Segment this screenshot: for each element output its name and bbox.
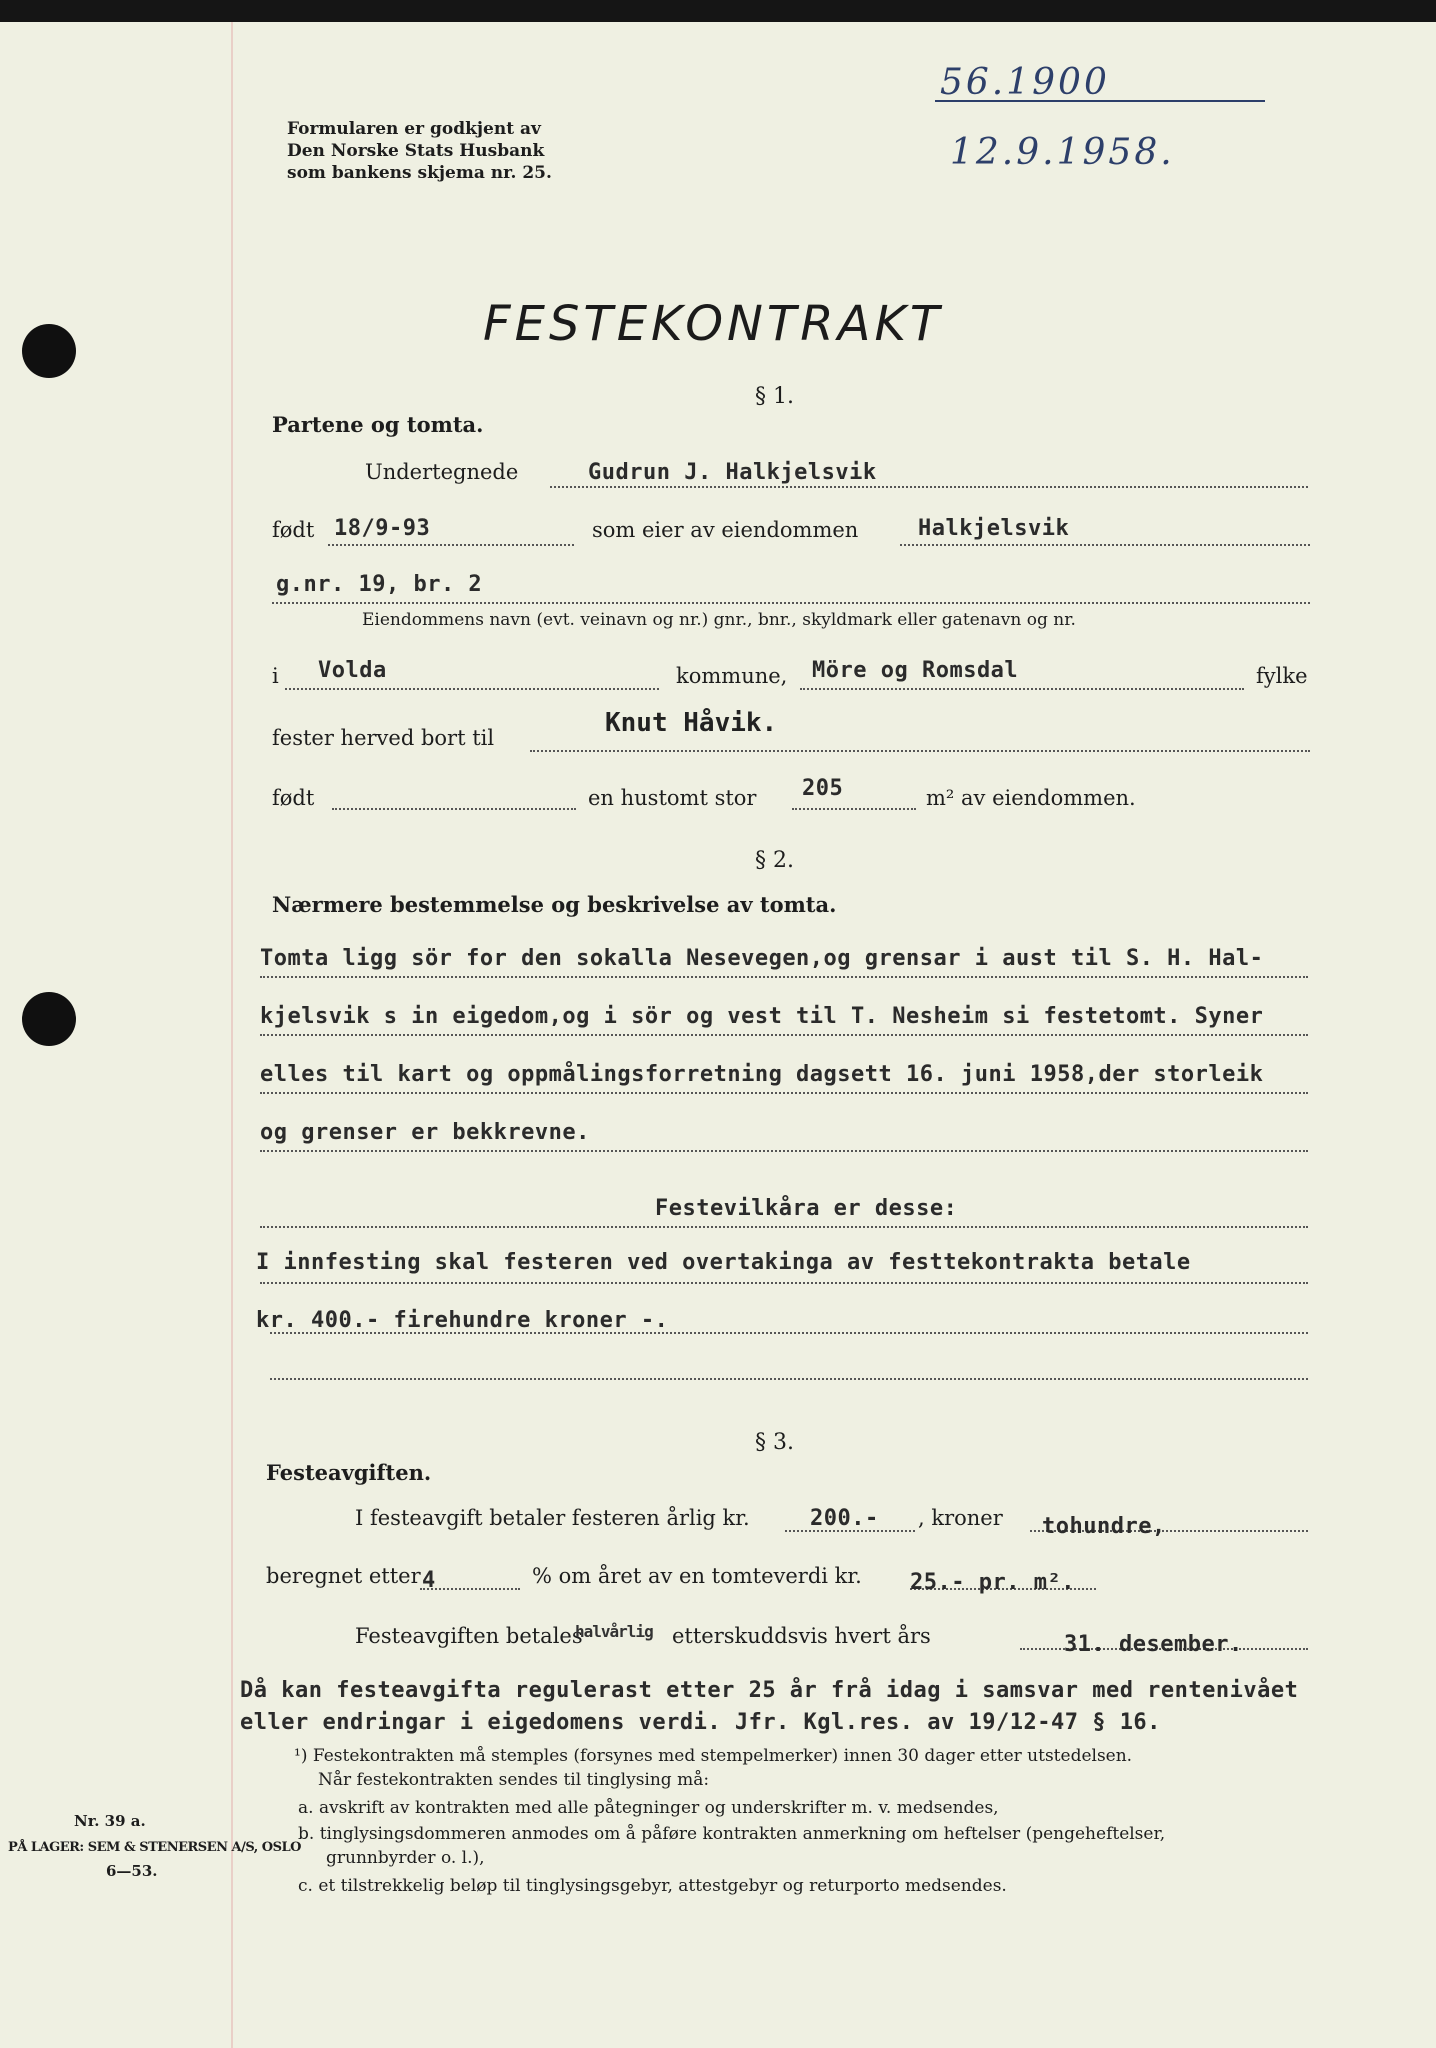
kroner-value: tohundre,: [1042, 1514, 1166, 1539]
fylke-line: [800, 688, 1244, 690]
description-line-1: Tomta ligg sör for den sokalla Nesevegen,og grensar i aust til S. H. Hal-: [260, 946, 1264, 971]
footnote-item-b: b. tinglysingsdommeren anmodes om å påføre kontrakten anmerkning om heftelser (pengeheftelser,: [298, 1824, 1166, 1844]
margin-rule: [231, 22, 233, 2048]
edition: 6—53.: [106, 1862, 158, 1880]
section-1-number: § 1.: [755, 384, 794, 409]
m2-label: m² av eiendommen.: [926, 786, 1136, 810]
pct-label: % om året av en tomteverdi kr.: [532, 1564, 862, 1588]
handwritten-underline: [935, 100, 1265, 102]
fester-value: Knut Håvik.: [605, 708, 778, 738]
handwritten-date: 12.9.1958.: [950, 132, 1175, 173]
approval-line-3: som bankens skjema nr. 25.: [287, 163, 552, 183]
betales-label: Festeavgiften betales: [355, 1624, 583, 1648]
gnr-value: g.nr. 19, br. 2: [276, 572, 483, 597]
description-line-3: elles til kart og oppmålingsforretning dagsett 16. juni 1958,der storleik: [260, 1062, 1264, 1087]
section-3-heading: Festeavgiften.: [266, 1460, 432, 1485]
vilkar-rule-2: [260, 1282, 1308, 1284]
fylke-label: fylke: [1256, 664, 1308, 688]
scan-top-edge: [0, 0, 1436, 22]
footnote-item-a: a. avskrift av kontrakten med alle påtegninger og underskrifter m. v. medsendes,: [298, 1798, 999, 1818]
footnote-1: ¹) Festekontrakten må stemples (forsynes med stempelmerker) innen 30 dager etter utstedelsen.: [294, 1746, 1133, 1766]
description-line-2: kjelsvik s in eigedom,og i sör og vest til T. Nesheim si festetomt. Syner: [260, 1004, 1264, 1029]
section-2-heading: Nærmere bestemmelse og beskrivelse av tomta.: [272, 892, 837, 917]
avgift-value: 200.-: [810, 1506, 879, 1531]
fodt-label: født: [272, 518, 315, 542]
vilkar-heading: Festevilkåra er desse:: [655, 1196, 958, 1221]
fodt2-label: født: [272, 786, 315, 810]
description-line-4: og grenser er bekkrevne.: [260, 1120, 590, 1145]
description-rule-3: [260, 1092, 1308, 1094]
fodt-line: [328, 544, 574, 546]
fodt-value: 18/9-93: [334, 516, 431, 541]
description-rule-1: [260, 976, 1308, 978]
footnote-item-b-continued: grunnbyrder o. l.),: [326, 1848, 485, 1868]
document-title: FESTEKONTRAKT: [483, 296, 944, 352]
betales-value: halvårlig: [575, 1622, 653, 1641]
fodt2-line: [332, 808, 576, 810]
hustomt-value: 205: [802, 776, 844, 801]
approval-line-2: Den Norske Stats Husbank: [287, 141, 545, 161]
fester-line: [530, 750, 1310, 752]
i-label: i: [272, 664, 279, 688]
beregnet-value: 4: [422, 1568, 436, 1593]
vilkar-line-2: kr. 400.- firehundre kroner -.: [256, 1308, 669, 1333]
punch-hole-top: [22, 324, 76, 378]
punch-hole-bottom: [22, 992, 76, 1046]
tomteverdi-value: 25.- pr. m².: [910, 1570, 1075, 1595]
kroner-label: , kroner: [918, 1506, 1003, 1530]
footnote-item-c: c. et tilstrekkelig beløp til tinglysingsgebyr, attestgebyr og returporto medsendes.: [298, 1876, 1007, 1896]
description-rule-2: [260, 1034, 1308, 1036]
kommune-label: kommune,: [676, 664, 788, 688]
regulering-line-1: Då kan festeavgifta regulerast etter 25 år frå idag i samsvar med rentenivået: [240, 1678, 1299, 1703]
approval-line-1: Formularen er godkjent av: [287, 119, 541, 139]
hustomt-line: [792, 808, 916, 810]
vilkar-rule-3: [270, 1332, 1308, 1334]
vilkar-line-1: I innfesting skal festeren ved overtakinga av festtekontrakta betale: [256, 1250, 1191, 1275]
kommune-value: Volda: [318, 658, 387, 683]
section-3-number: § 3.: [755, 1430, 794, 1455]
regulering-line-2: eller endringar i eigedomens verdi. Jfr. Kgl.res. av 19/12-47 § 16.: [240, 1710, 1161, 1735]
form-number: Nr. 39 a.: [74, 1812, 146, 1830]
eiendom-value: Halkjelsvik: [918, 516, 1070, 541]
eier-label: som eier av eiendommen: [592, 518, 859, 542]
beregnet-label: beregnet etter: [266, 1564, 421, 1588]
handwritten-reference: 56.1900: [940, 62, 1110, 103]
eiendom-line: [900, 544, 1310, 546]
fester-label: fester herved bort til: [272, 726, 495, 750]
description-rule-4: [260, 1150, 1308, 1152]
gnr-line: [272, 602, 1310, 604]
avgift-label: I festeavgift betaler festeren årlig kr.: [355, 1506, 750, 1530]
footnote-2: Når festekontrakten sendes til tinglysing må:: [318, 1770, 710, 1790]
eiendom-caption: Eiendommens navn (evt. veinavn og nr.) gnr., bnr., skyldmark eller gatenavn og nr.: [362, 610, 1076, 630]
section-2-number: § 2.: [755, 848, 794, 873]
undertegnede-value: Gudrun J. Halkjelsvik: [588, 460, 877, 485]
hustomt-label: en hustomt stor: [588, 786, 757, 810]
undertegnede-line: [550, 486, 1308, 488]
dato-value: 31. desember.: [1064, 1632, 1243, 1657]
etterskudd-label: etterskuddsvis hvert års: [672, 1624, 931, 1648]
kommune-line: [285, 688, 659, 690]
undertegnede-label: Undertegnede: [365, 460, 519, 484]
section-1-heading: Partene og tomta.: [272, 412, 484, 437]
fylke-value: Möre og Romsdal: [812, 658, 1019, 683]
vilkar-rule-4: [270, 1378, 1308, 1380]
printer-imprint: PÅ LAGER: SEM & STENERSEN A/S, OSLO: [8, 1840, 301, 1855]
vilkar-rule-1: [260, 1226, 1308, 1228]
